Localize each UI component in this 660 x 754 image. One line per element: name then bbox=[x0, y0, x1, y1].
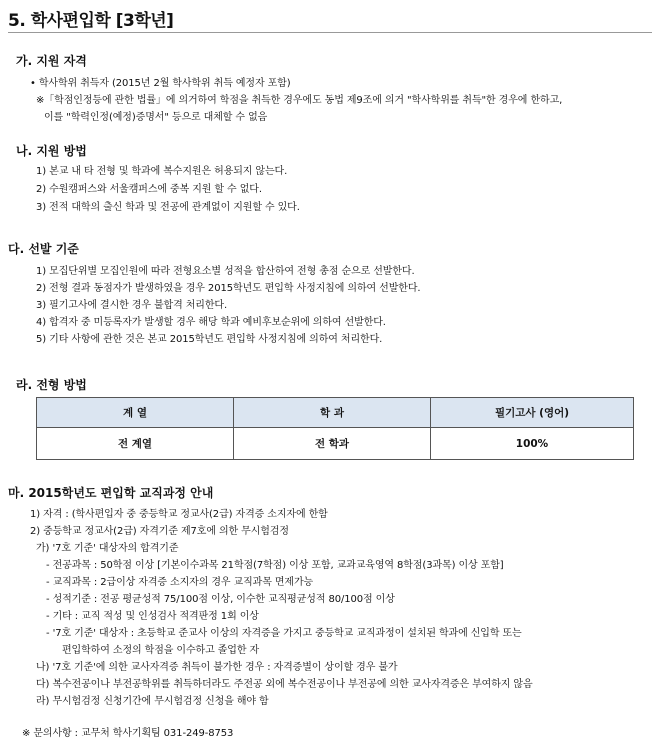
section-heading-application-method: 나. 지원 방법 bbox=[16, 144, 87, 158]
table-cell: 전 학과 bbox=[234, 428, 431, 460]
section-heading-selection-criteria: 다. 선발 기준 bbox=[8, 242, 79, 256]
title-divider bbox=[8, 32, 652, 33]
teaching-course-line: - '7호 기준' 대상자 : 초등학교 준교사 이상의 자격증을 가지고 중등학교 교직과정이 설치된 학과에 신입학 또는 bbox=[46, 628, 522, 639]
selection-criteria-line: 3) 필기고사에 결시한 경우 불합격 처리한다. bbox=[36, 300, 228, 311]
teaching-course-line: - 전공과목 : 50학점 이상 [기본이수과목 21학점(7학점) 이상 포함, 교과교육영역 8학점(3과목) 이상 포함] bbox=[46, 560, 504, 571]
teaching-course-line: 2) 중등학교 정교사(2급) 자격기준 제7호에 의한 무시험검정 bbox=[30, 526, 289, 537]
table-header-cell: 학 과 bbox=[234, 398, 431, 428]
application-method-line: 3) 전적 대학의 출신 학과 및 전공에 관계없이 지원할 수 있다. bbox=[36, 202, 300, 213]
selection-criteria-line: 2) 전형 결과 동점자가 발생하였을 경우 2015학년도 편입학 사정지침에 의하여 선발한다. bbox=[36, 283, 421, 294]
teaching-course-line: - 교직과목 : 2급이상 자격증 소지자의 경우 교직과목 면제가능 bbox=[46, 577, 314, 588]
teaching-course-line: 라) 무시험검정 신청기간에 무시험검정 신청을 해야 함 bbox=[36, 696, 269, 707]
eligibility-line: • 학사학위 취득자 (2015년 2월 학사학위 취득 예정자 포함) bbox=[30, 78, 291, 89]
table-header-cell: 계 열 bbox=[37, 398, 234, 428]
section-heading-teaching-course: 마. 2015학년도 편입학 교직과정 안내 bbox=[8, 486, 214, 500]
application-method-line: 1) 본교 내 타 전형 및 학과에 복수지원은 허용되지 않는다. bbox=[36, 166, 288, 177]
selection-criteria-line: 4) 합격자 중 미등록자가 발생할 경우 해당 학과 예비후보순위에 의하여 선발한다. bbox=[36, 317, 386, 328]
table-row bbox=[37, 428, 634, 460]
teaching-course-line: - 기타 : 교직 적성 및 인성검사 적격판정 1회 이상 bbox=[46, 611, 259, 622]
table-cell: 100% bbox=[431, 428, 634, 460]
teaching-course-line: 나) '7호 기준'에 의한 교사자격증 취득이 불가한 경우 : 자격증별이 상이할 경우 불가 bbox=[36, 662, 398, 673]
teaching-course-line: - 성적기준 : 전공 평균성적 75/100점 이상, 이수한 교직평균성적 80/100점 이상 bbox=[46, 594, 395, 605]
screening-method-table bbox=[36, 397, 634, 460]
section-heading-eligibility: 가. 지원 자격 bbox=[16, 54, 87, 68]
table-header-cell: 필기고사 (영어) bbox=[431, 398, 634, 428]
page-title: 5. 학사편입학 [3학년] bbox=[8, 11, 174, 31]
selection-criteria-line: 1) 모집단위별 모집인원에 따라 전형요소별 성적을 합산하여 전형 총점 순으로 선발한다. bbox=[36, 266, 415, 277]
application-method-line: 2) 수원캠퍼스와 서울캠퍼스에 중복 지원 할 수 없다. bbox=[36, 184, 262, 195]
teaching-course-line: 1) 자격 : (학사편입자 중 중등학교 정교사(2급) 자격증 소지자에 한함 bbox=[30, 509, 328, 520]
eligibility-note-cont: 이를 "학력인정(예정)증명서" 등으로 대체할 수 없음 bbox=[44, 112, 268, 123]
selection-criteria-line: 5) 기타 사항에 관한 것은 본교 2015학년도 편입학 사정지침에 의하여 처리한다. bbox=[36, 334, 383, 345]
section-heading-screening-method: 라. 전형 방법 bbox=[16, 378, 87, 392]
table-cell: 전 계열 bbox=[37, 428, 234, 460]
teaching-course-line: 가) '7호 기준' 대상자의 합격기준 bbox=[36, 543, 179, 554]
contact-info: ※ 문의사항 : 교무처 학사기획팀 031-249-8753 bbox=[22, 728, 234, 739]
eligibility-note: ※「학점인정등에 관한 법률」에 의거하여 학점을 취득한 경우에도 동법 제9조에 의거 "학사학위를 취득"한 경우에 한하고, bbox=[36, 95, 563, 106]
teaching-course-line: 편입학하여 소정의 학점을 이수하고 졸업한 자 bbox=[62, 645, 260, 656]
table-header-row bbox=[37, 398, 634, 428]
teaching-course-line: 다) 복수전공이나 부전공학위를 취득하더라도 주전공 외에 복수전공이나 부전공에 의한 교사자격증은 부여하지 않음 bbox=[36, 679, 533, 690]
